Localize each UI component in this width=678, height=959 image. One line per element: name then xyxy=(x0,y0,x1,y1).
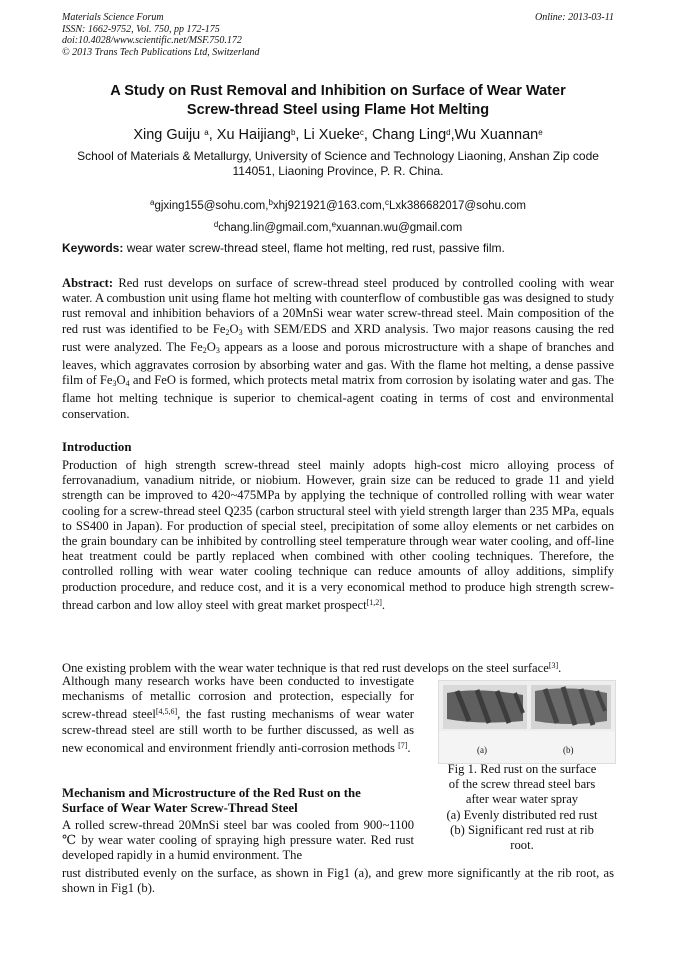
affiliation xyxy=(62,149,614,179)
journal-copyright: © 2013 Trans Tech Publications Ltd, Switzerland xyxy=(62,46,260,58)
emails-line-2: $^d$chang.lin@gmail.com,$^e$xuannan.wu@gmail.com xyxy=(213,220,463,234)
keywords xyxy=(62,241,614,256)
figure-1-photos xyxy=(439,681,615,763)
intro-paragraph-2-column: Although many research works have been conducted to investigate mechanisms of metallic corrosion and protection, especially for screw-thread steel[4,5,6], the fast rusting mechanisms of wear water screw-thread steel are still worth to be further discussed, as well as new economical and environment friendly anti-corrosion methods [7]. xyxy=(62,674,415,755)
journal-doi: doi:10.4028/www.scientific.net/MSF.750.172 xyxy=(62,35,242,46)
journal-name: Materials Science Forum xyxy=(62,12,164,23)
title-line: A Study on Rust Removal and Inhibition on Surface of Wear Water xyxy=(110,83,566,99)
keywords-label: Keywords: xyxy=(62,241,124,255)
abstract-label: Abstract: xyxy=(62,276,114,290)
emails-line-1: $^a$gjxing155@sohu.com,$^b$xhj921921@163.com,$^c$Lxk386682017@sohu.com xyxy=(150,198,526,212)
caption-line: root. xyxy=(510,838,534,853)
figure-1 xyxy=(438,680,616,764)
section-2-heading xyxy=(62,786,414,816)
author-list: Xing Guiju $^a$, Xu Haijiang$^b$, Li Xueke$^c$, Chang Ling$^d$,Wu Xuannan$^e$ xyxy=(133,127,543,143)
section-2-heading-line: Mechanism and Microstructure of the Red Rust on the xyxy=(62,786,361,800)
caption-line: Fig 1. Red rust on the surface xyxy=(447,762,597,776)
intro-paragraph-1: Production of high strength screw-thread steel mainly adopts high-cost micro alloying process of ferrovanadium, vanadium nitride, or niobium. However, grain size can be reduced to grade 11 and yield strength can be improved to 420~475MPa by applying the technique of controlled rolling with wear water cooling for a screw-thread steel Q235 (carbon structural steel with yield strength larger than 235 MPa, equals to SS400 in Japan). For production of special steel, precipitation of some alloy elements or net carbides on the grain boundary can be inhibited by controlling steel temperature through wear water cooling, and off-line heat treatment could be partly replaced when combined with other cooling techniques. Therefore, the controlled rolling with wear water cooling technique can reduce amounts of alloy additions, simplify production procedure, and reduce cost, and it is a very economical method to produce high strength screw-thread carbon and low alloy steel with great market prospect[1,2]. xyxy=(62,458,614,612)
paper-title xyxy=(62,82,614,120)
section-2-paragraph-full: rust distributed evenly on the surface, as shown in Fig1 (a), and grew more significantly at the rib root, as shown in Fig1 (b). xyxy=(62,866,614,896)
journal-issn: ISSN: 1662-9752, Vol. 750, pp 172-175 xyxy=(62,23,220,35)
figure-label-a: (a) xyxy=(477,745,487,755)
steel-bar-photo-b xyxy=(531,685,611,729)
section-2-heading-line: Surface of Wear Water Screw-Thread Steel xyxy=(62,801,298,815)
figure-label-b: (b) xyxy=(563,745,574,755)
keywords-text: wear water screw-thread steel, flame hot melting, red rust, passive film. xyxy=(126,241,505,255)
steel-bar-photo-a xyxy=(443,685,527,729)
online-date: Online: 2013-03-11 xyxy=(535,12,614,23)
abstract: Abstract: Red rust develops on surface of screw-thread steel produced by controlled cooling with wear water. A combustion unit using flame hot melting with counterflow of combustible gas was designed to study rust removal and inhibition behaviors of a 20MnSi wear water screw-thread steel. Main composition of the red rust was identified to be $Fe_2O_3$ with SEM/EDS and XRD analysis. Two major reasons causing the red rust were analyzed. The $Fe_2O_3$ appears as a loose and porous microstructure with a shape of branches and leaves, which aggravates corrosion by absorbing water and gas. With the flame hot melting, a dense passive film of $Fe_3O_4$ and FeO is formed, which protects metal matrix from corrosion by isolating water and gas. The flame hot melting technique is superior to chemical-agent coating in terms of cost and environmental conservation. xyxy=(62,276,615,421)
intro-heading: Introduction xyxy=(62,440,132,454)
affiliation-line: School of Materials & Metallurgy, University of Science and Technology Liaoning, Anshan Zip code xyxy=(77,149,599,163)
caption-line: after wear water spray xyxy=(465,792,579,807)
journal-info xyxy=(62,12,260,58)
title-line: Screw-thread Steel using Flame Hot Melting xyxy=(186,102,490,118)
caption-line: (a) Evenly distributed red rust xyxy=(446,807,598,822)
section-2-paragraph-column: A rolled screw-thread 20MnSi steel bar was cooled from 900~1100 ℃ by wear water cooling of spraying high pressure water. Red rust developed rapidly in a humid environment. The xyxy=(62,818,414,863)
caption-line: of the screw thread steel bars xyxy=(448,777,596,792)
affiliation-line: 114051, Liaoning Province, P. R. China. xyxy=(232,164,444,178)
caption-line: (b) Significant red rust at rib xyxy=(450,822,594,837)
figure-1-caption xyxy=(430,762,614,853)
intro-paragraph-2-first-line: One existing problem with the wear water technique is that red rust develops on the steel surface[3]. xyxy=(62,661,562,675)
